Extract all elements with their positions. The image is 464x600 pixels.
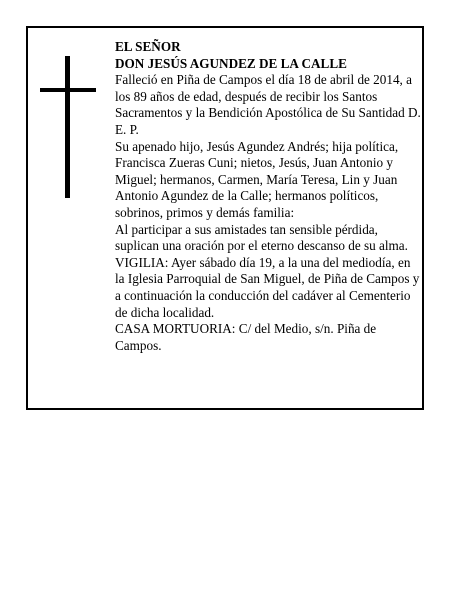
cross-horizontal-bar	[40, 88, 96, 92]
prayer-request-paragraph: Al participar a sus amistades tan sensible pérdida, suplican una oración por el eterno descanso de su alma.	[115, 221, 408, 254]
notice-heading-name: DON JESÚS AGUNDEZ DE LA CALLE	[115, 55, 347, 71]
notice-text	[115, 39, 421, 354]
family-paragraph: Su apenado hijo, Jesús Agundez Andrés; hija política, Francisca Zueras Cuni; nietos, Jesús, Juan Antonio y Miguel; hermanos, Carmen, María Teresa, Lin y Juan Antonio Agundez de la Calle; hermanos políticos, sobrinos, primos y demás familia:	[115, 138, 399, 220]
death-announcement-paragraph: Falleció en Piña de Campos el día 18 de abril de 2014, a los 89 años de edad, después de recibir los Santos Sacramentos y la Bendición Apostólica de Su Santidad D. E. P.	[115, 72, 421, 137]
funeral-home-paragraph: CASA MORTUORIA: C/ del Medio, s/n. Piña de Campos.	[115, 321, 377, 353]
obituary-notice	[26, 26, 424, 410]
notice-heading-title: EL SEÑOR	[115, 39, 181, 54]
vigil-paragraph: VIGILIA: Ayer sábado día 19, a la una del mediodía, en la Iglesia Parroquial de San Miguel, de Piña de Campos y a continuación la conducción del cadáver al Cementerio de dicha localidad.	[115, 254, 420, 320]
cross-vertical-bar	[65, 56, 70, 198]
cross-icon	[40, 56, 96, 198]
